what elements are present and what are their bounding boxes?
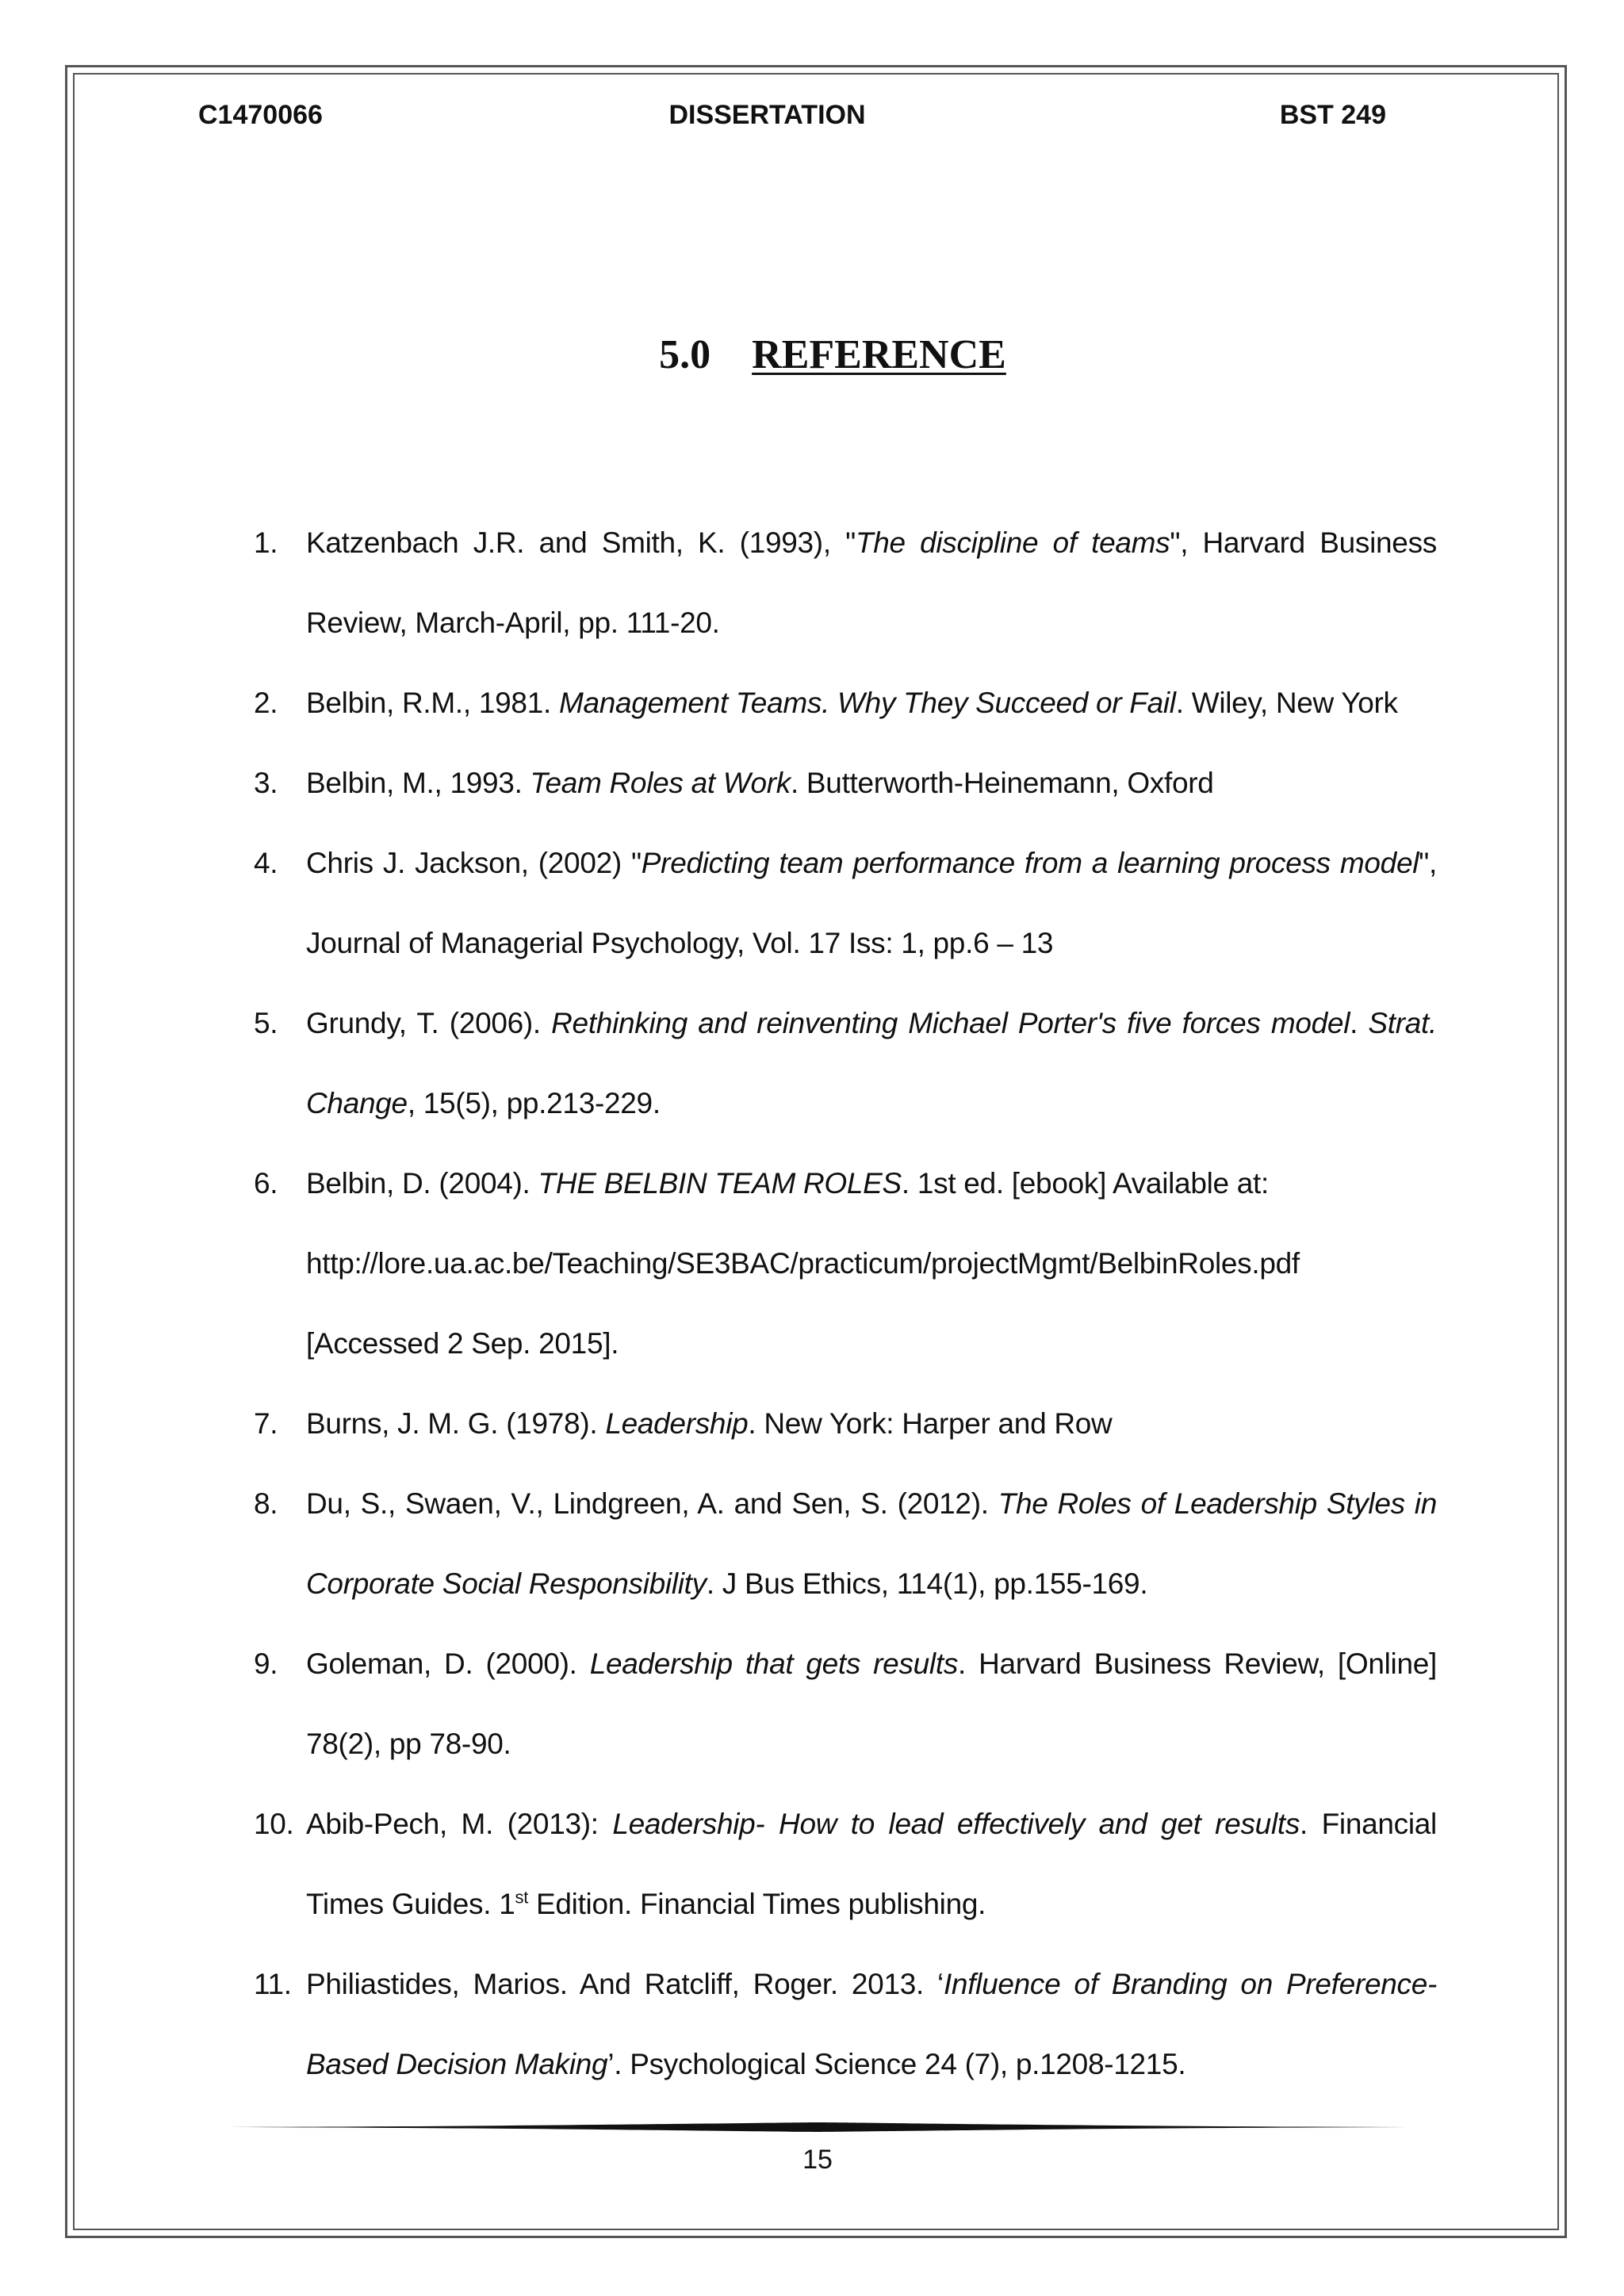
- reference-text: . Wiley, New York: [1175, 687, 1398, 719]
- page-number: 15: [802, 2145, 833, 2175]
- reference-item-3: [254, 743, 1437, 823]
- reference-list: [254, 503, 1437, 2104]
- reference-text: ", Journal of Managerial Psychology, Vol. 17 Iss: 1, pp.6 – 13: [306, 847, 1437, 959]
- reference-number: 9.: [254, 1647, 278, 1680]
- reference-title: Team Roles at Work: [530, 767, 791, 799]
- reference-text: Du, S., Swaen, V., Lindgreen, A. and Sen, S. (2012).: [306, 1487, 998, 1520]
- reference-text: . J Bus Ethics, 114(1), pp.155-169.: [706, 1567, 1148, 1600]
- reference-item-10: [254, 1784, 1437, 1944]
- footer-divider: [227, 2122, 1408, 2133]
- reference-item-7: [254, 1383, 1437, 1464]
- reference-text: . Financial Times Guides. 1: [306, 1808, 1437, 1920]
- reference-text: . Harvard Business Review, [Online] 78(2), pp 78-90.: [306, 1647, 1438, 1760]
- reference-number: 8.: [254, 1487, 278, 1520]
- reference-item-11: [254, 1944, 1437, 2104]
- reference-text: . 1st ed. [ebook] Available at:: [901, 1167, 1270, 1200]
- reference-number: 7.: [254, 1407, 278, 1440]
- reference-item-4: [254, 823, 1437, 983]
- reference-text: Belbin, D. (2004).: [306, 1167, 538, 1200]
- reference-text: Katzenbach J.R. and Smith, K. (1993), ": [306, 526, 856, 559]
- reference-title: Influence of Branding on Preference-Based Decision Making: [306, 1968, 1438, 2080]
- header-student-id: C1470066: [198, 100, 323, 130]
- header-document-type: DISSERTATION: [668, 100, 866, 130]
- reference-number: 1.: [254, 526, 278, 559]
- reference-text: Grundy, T. (2006).: [306, 1007, 552, 1039]
- reference-text: ’. Psychological Science 24 (7), p.1208-1215.: [607, 2048, 1186, 2080]
- reference-text: Philiastides, Marios. And Ratcliff, Roger. 2013. ‘: [306, 1968, 944, 2000]
- reference-item-9: [254, 1624, 1437, 1784]
- reference-number: 11.: [254, 1968, 292, 2000]
- reference-item-8: [254, 1464, 1437, 1624]
- section-number: 5.0: [659, 332, 711, 377]
- reference-title: The Roles of Leadership Styles in Corporate Social Responsibility: [306, 1487, 1437, 1600]
- reference-title: Management Teams. Why They Succeed or Fail: [558, 687, 1176, 719]
- reference-title: THE BELBIN TEAM ROLES: [538, 1167, 902, 1200]
- reference-title: Leadership- How to lead effectively and get results: [612, 1808, 1300, 1840]
- reference-title: Rethinking and reinventing Michael Porter's five forces model: [551, 1007, 1350, 1039]
- reference-number: 10.: [254, 1808, 294, 1840]
- reference-url: http://lore.ua.ac.be/Teaching/SE3BAC/practicum/projectMgmt/BelbinRoles.pdf: [306, 1247, 1300, 1280]
- reference-text: Chris J. Jackson, (2002) ": [306, 847, 642, 879]
- reference-title: Leadership that gets results: [589, 1647, 959, 1680]
- reference-text: .: [1350, 1007, 1358, 1039]
- reference-number: 3.: [254, 767, 278, 799]
- section-title: [0, 331, 1624, 379]
- section-heading: REFERENCE: [752, 332, 1006, 377]
- reference-text: Abib-Pech, M. (2013):: [306, 1808, 613, 1840]
- reference-title: Predicting team performance from a learning process model: [641, 847, 1419, 879]
- reference-text: Edition. Financial Times publishing.: [528, 1888, 986, 1920]
- reference-number: 6.: [254, 1167, 278, 1200]
- header-course-code: BST 249: [1279, 100, 1386, 130]
- reference-text: ", Harvard Business Review, March-April, pp. 111-20.: [306, 526, 1437, 639]
- reference-item-1: [254, 503, 1437, 663]
- reference-text: Belbin, M., 1993.: [306, 767, 530, 799]
- reference-item-2: [254, 663, 1437, 743]
- ordinal-superscript: st: [515, 1887, 529, 1908]
- reference-text: . New York: Harper and Row: [748, 1407, 1113, 1440]
- reference-accessed: [Accessed 2 Sep. 2015].: [306, 1327, 619, 1360]
- reference-text: . Butterworth-Heinemann, Oxford: [790, 767, 1214, 799]
- reference-text: Belbin, R.M., 1981.: [306, 687, 559, 719]
- reference-number: 2.: [254, 687, 278, 719]
- reference-title: The discipline of teams: [855, 526, 1170, 559]
- reference-number: 5.: [254, 1007, 278, 1039]
- reference-text: Goleman, D. (2000).: [306, 1647, 590, 1680]
- reference-text: , 15(5), pp.213-229.: [407, 1087, 661, 1119]
- reference-text: Burns, J. M. G. (1978).: [306, 1407, 606, 1440]
- reference-title: Leadership: [605, 1407, 749, 1440]
- reference-number: 4.: [254, 847, 278, 879]
- reference-journal: Strat. Change: [306, 1007, 1437, 1119]
- reference-item-5: [254, 983, 1437, 1143]
- reference-item-6: [254, 1143, 1437, 1383]
